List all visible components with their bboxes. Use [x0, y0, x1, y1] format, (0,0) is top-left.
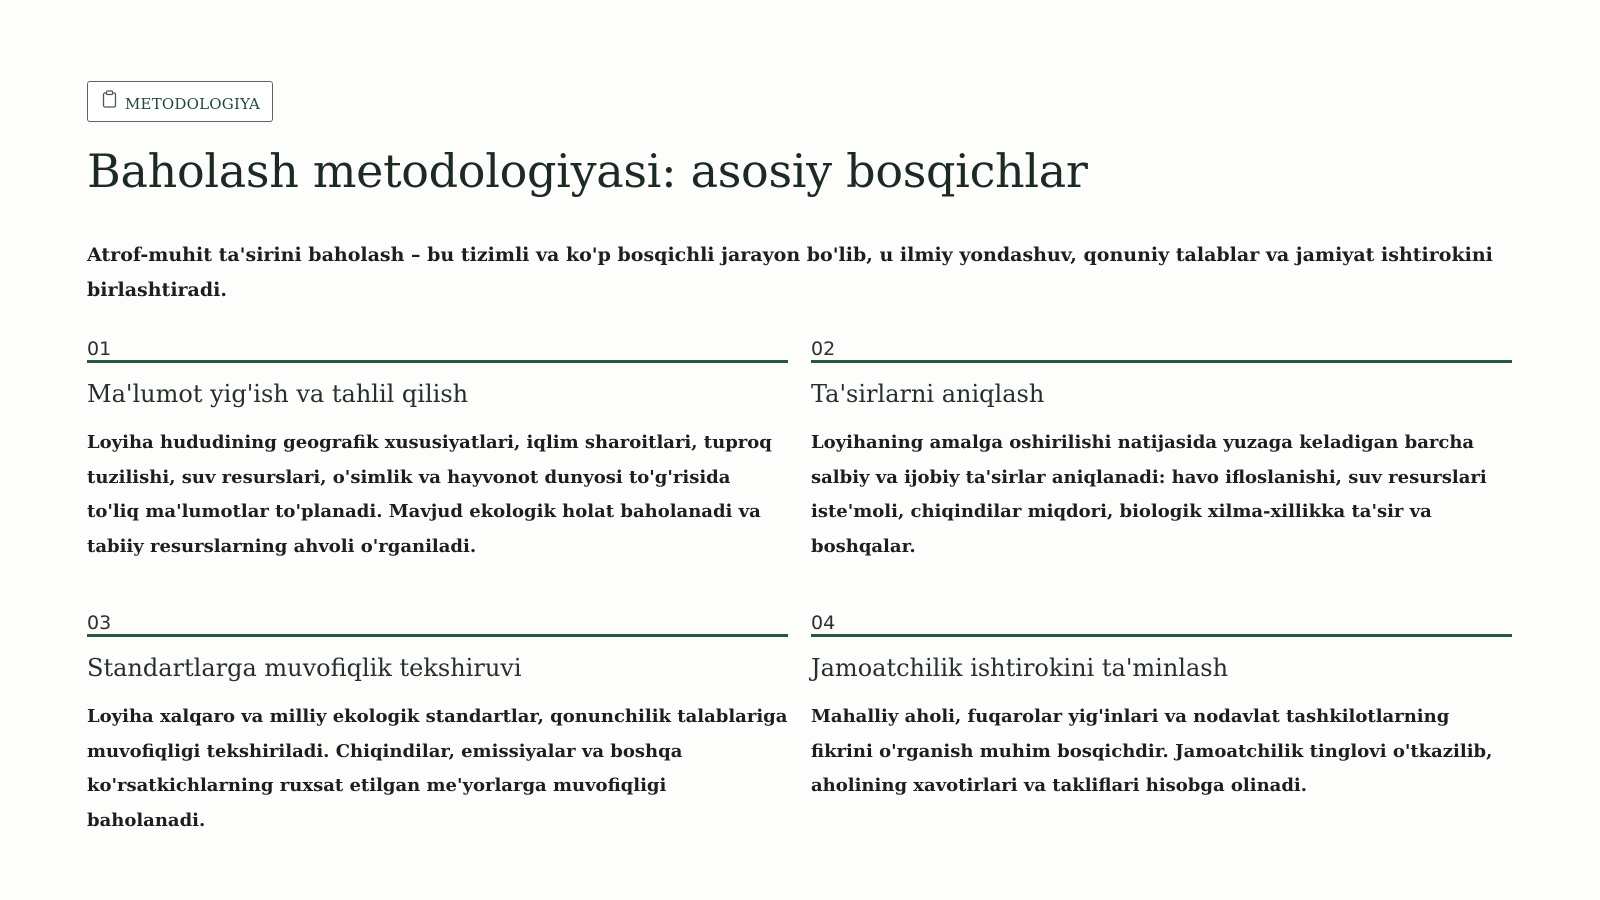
- step-description: Mahalliy aholi, fuqarolar yig'inlari va nodavlat tashkilotlarning fikrini o'rganish muhim bosqichdir. Jamoatchilik tinglovi o'tkazilib, aholining xavotirlari va takliflari hisobga olinadi.: [811, 706, 1493, 797]
- slide: [87, 81, 1513, 832]
- step-title: Standartlarga muvofiqlik tekshiruvi: [87, 654, 522, 682]
- step-card: [811, 612, 1512, 804]
- step-description: Loyiha xalqaro va milliy ekologik standartlar, qonunchilik talablariga muvofiqligi tekshiriladi. Chiqindilar, emissiyalar va boshqa ko'rsatkichlarning ruxsat etilgan me'yorlarga muvofiqligi baholanadi.: [87, 706, 788, 832]
- step-description: Loyiha hududining geografik xususiyatlari, iqlim sharoitlari, tuproq tuzilishi, suv resurslari, o'simlik va hayvonot dunyosi to'g'risida to'liq ma'lumotlar to'planadi. Mavjud ekologik holat baholanadi va tabiiy resurslarning ahvoli o'rganiladi.: [87, 432, 772, 558]
- step-number: 03: [87, 612, 112, 634]
- badge-label: METODOLOGIYA: [125, 94, 261, 113]
- clipboard-icon: [102, 90, 117, 108]
- step-card: [87, 338, 788, 565]
- step-card: [87, 612, 788, 839]
- page-title: Baholash metodologiyasi: asosiy bosqichlar: [87, 144, 1088, 198]
- step-number: 04: [811, 612, 836, 634]
- step-title: Ma'lumot yig'ish va tahlil qilish: [87, 380, 469, 408]
- step-divider: [811, 360, 1512, 363]
- step-divider: [811, 634, 1512, 637]
- step-card: [811, 338, 1512, 565]
- intro-paragraph: Atrof-muhit ta'sirini baholash – bu tizimli va ko'p bosqichli jarayon bo'lib, u ilmiy yondashuv, qonuniy talablar va jamiyat ishtirokini birlashtiradi.: [87, 244, 1493, 301]
- step-number: 01: [87, 338, 112, 360]
- step-divider: [87, 634, 788, 637]
- step-description: Loyihaning amalga oshirilishi natijasida yuzaga keladigan barcha salbiy va ijobiy ta'sirlar aniqlanadi: havo ifloslanishi, suv resurslari iste'moli, chiqindilar miqdori, biologik xilma-xillikka ta'sir va boshqalar.: [811, 432, 1487, 558]
- step-title: Ta'sirlarni aniqlash: [811, 380, 1045, 408]
- step-number: 02: [811, 338, 836, 360]
- section-badge: [87, 81, 273, 122]
- step-divider: [87, 360, 788, 363]
- step-title: Jamoatchilik ishtirokini ta'minlash: [811, 654, 1229, 682]
